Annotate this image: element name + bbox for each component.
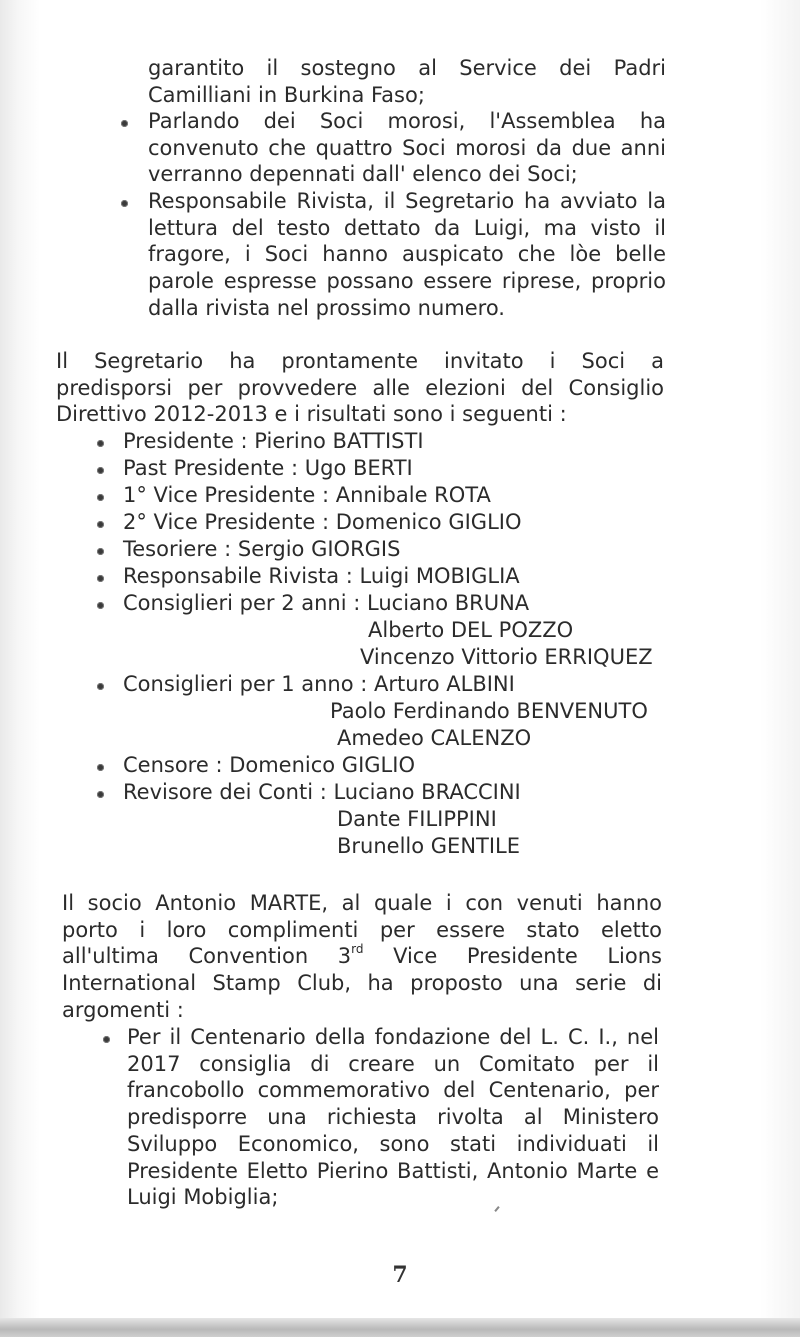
council-censore: Censore : Domenico GIGLIO [123, 753, 415, 777]
council-responsabile-rivista: Responsabile Rivista : Luigi MOBIGLIA [123, 564, 520, 588]
text-line: convenuto che quattro Soci morosi da due anni [148, 135, 666, 160]
text-line: Luigi Mobiglia; [127, 1185, 279, 1210]
council-revisore-name: Brunello GENTILE [337, 834, 521, 858]
text-line: argomenti : [62, 997, 184, 1022]
text-fragment: all'ultima Convention 3 [62, 944, 352, 969]
paragraph-elezioni [56, 348, 664, 428]
text-line: Presidente Eletto Pierino Battisti, Antonio Marte e [127, 1158, 659, 1183]
text-line: fragore, i Soci hanno auspicato che lòe belle [148, 242, 666, 267]
bullet-icon [97, 764, 104, 771]
list-item-responsabile-rivista [148, 188, 666, 322]
bullet-icon [121, 200, 128, 207]
text-line: International Stamp Club, ha proposto una serie di [62, 971, 662, 996]
council-past-presidente: Past Presidente : Ugo BERTI [123, 456, 413, 480]
list-item-soci-morosi [148, 108, 666, 188]
text-line: Sviluppo Economico, sono stati individuati il [127, 1131, 659, 1156]
text-line: francobollo commemorativo del Centenario, per [127, 1078, 659, 1103]
text-fragment: Vice Presidente Lions [363, 944, 662, 969]
bullet-icon [103, 1036, 110, 1043]
text-line: 2017 consiglia di creare un Comitato per il [127, 1051, 659, 1076]
text-line: parole espresse possano essere riprese, proprio [148, 269, 666, 294]
bullet-icon [97, 521, 104, 528]
bullet-icon [97, 467, 104, 474]
list-item-centenario [121, 1024, 659, 1211]
text-line: Il socio Antonio MARTE, al quale i con venuti hanno [62, 891, 662, 915]
text-line: Per il Centenario della fondazione del L. C. I., nel [127, 1025, 659, 1049]
council-consigliere-name: Amedeo CALENZO [337, 726, 532, 750]
text-line: Responsabile Rivista, il Segretario ha avviato la [148, 189, 666, 213]
council-revisore-conti: Revisore dei Conti : Luciano BRACCINI [123, 780, 521, 804]
council-consigliere-name: Paolo Ferdinando BENVENUTO [330, 699, 648, 723]
council-consiglieri-1-anno: Consiglieri per 1 anno : Arturo ALBINI [123, 672, 515, 696]
top-list-continuation [148, 55, 666, 108]
text-line: Direttivo 2012-2013 e i risultati sono i seguenti : [56, 402, 567, 427]
council-consigliere-name: Alberto DEL POZZO [368, 618, 574, 642]
bullet-icon [97, 440, 104, 447]
text-line: porto i loro complimenti per essere stato eletto [62, 917, 662, 942]
text-line: Parlando dei Soci morosi, l'Assemblea ha [148, 109, 666, 133]
council-revisore-name: Dante FILIPPINI [337, 807, 497, 831]
bullet-icon [121, 120, 128, 127]
text-line: verranno depennati dall' elenco dei Soci; [148, 162, 578, 187]
council-tesoriere: Tesoriere : Sergio GIORGIS [123, 537, 401, 561]
bullet-icon [97, 548, 104, 555]
text-line: Il Segretario ha prontamente invitato i Soci a [56, 349, 664, 373]
text-line: lettura del testo dettato da Luigi, ma visto il [148, 215, 666, 240]
council-vice-presidente-2: 2° Vice Presidente : Domenico GIGLIO [123, 510, 522, 534]
bullet-icon [97, 791, 104, 798]
paragraph-antonio-marte [62, 890, 662, 1024]
text-line: garantito il sostegno al Service dei Padri [148, 56, 666, 80]
text-line: dalla rivista nel prossimo numero. [148, 295, 505, 320]
bullet-icon [97, 683, 104, 690]
text-line: predisporre una richiesta rivolta al Ministero [127, 1105, 659, 1130]
bullet-icon [97, 602, 104, 609]
text-line-convention [62, 943, 662, 970]
council-consiglieri-2-anni: Consiglieri per 2 anni : Luciano BRUNA [123, 591, 530, 615]
council-consigliere-name: Vincenzo Vittorio ERRIQUEZ [360, 645, 653, 669]
page-number: 7 [392, 1262, 408, 1288]
council-vice-presidente-1: 1° Vice Presidente : Annibale ROTA [123, 483, 491, 507]
text-line: predisporsi per provvedere alle elezioni del Consiglio [56, 375, 664, 400]
ordinal-suffix: rd [351, 942, 364, 957]
council-presidente: Presidente : Pierino BATTISTI [123, 429, 424, 453]
bullet-icon [97, 494, 104, 501]
bullet-icon [97, 575, 104, 582]
text-line: Camilliani in Burkina Faso; [148, 82, 425, 107]
scan-bottom-edge [0, 1318, 800, 1337]
